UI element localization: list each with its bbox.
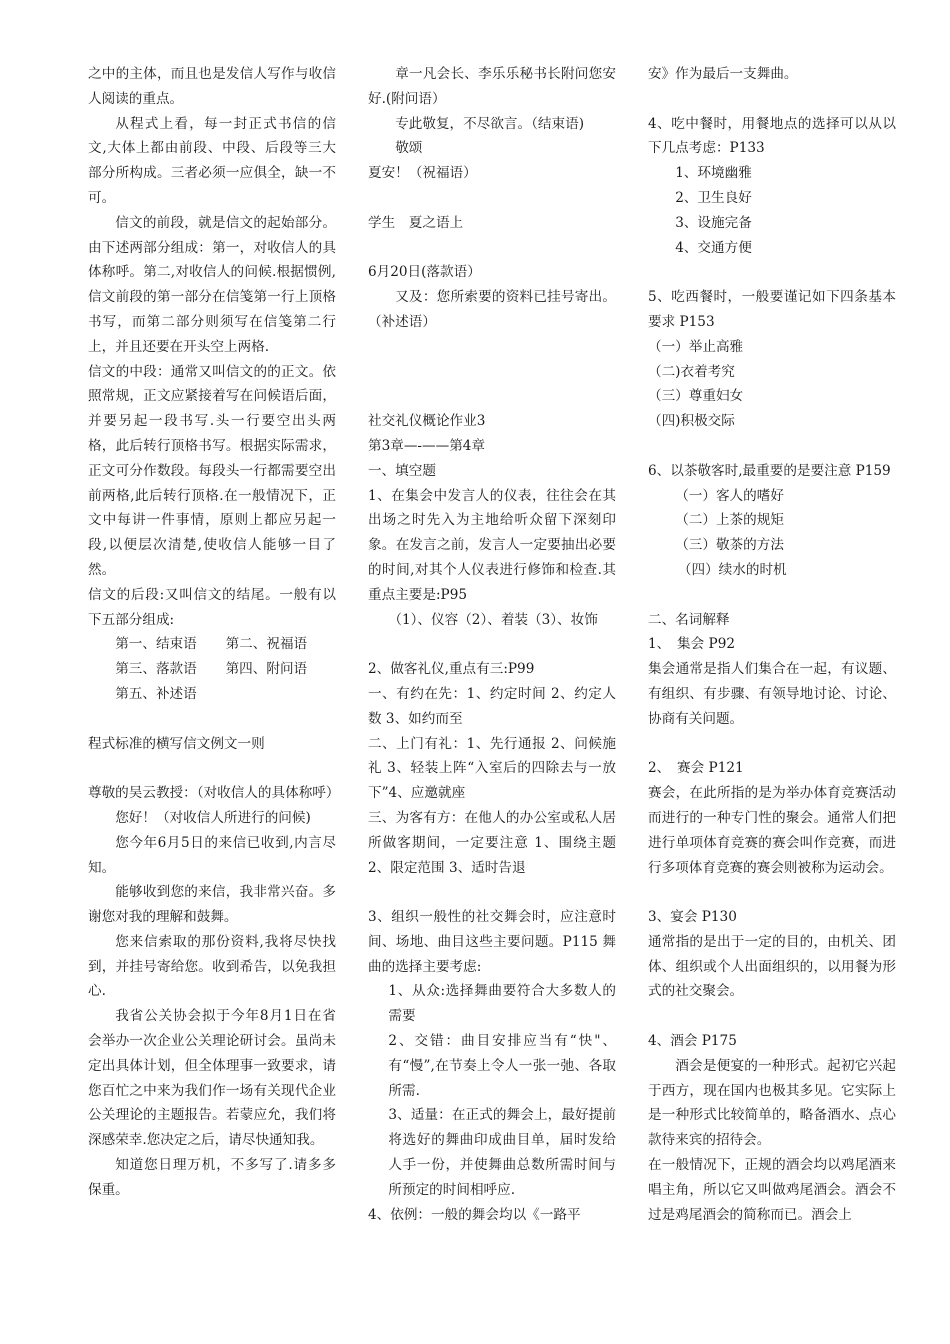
list-item: 2、卫生良好 <box>675 189 752 206</box>
paragraph: 信文的后段:又叫信文的结尾。一般有以下五部分组成: <box>88 586 336 628</box>
list-row <box>88 657 336 682</box>
answer: 4、依例：一般的舞会均以《一路平 <box>368 1206 581 1223</box>
assignment-title: 社交礼仪概论作业3 <box>368 413 486 430</box>
list-item: （三）敬茶的方法 <box>675 537 784 554</box>
question: 1、在集会中发言人的仪表，往往会在其出场之时先入为主地给听众留下深刻印象。在发言之前，发言人一定要抽出必要的时间,对其个人仪表进行修饰和检查.其重点主要是:P95 <box>368 487 616 603</box>
term: 3、宴会 P130 <box>648 909 737 926</box>
question: 6、以茶敬客时,最重要的是要注意 P159 <box>648 462 891 479</box>
list-item: 第二、祝福语 <box>225 636 308 653</box>
paragraph: 能够收到您的来信，我非常兴奋。多谢您对我的理解和鼓舞。 <box>88 884 336 926</box>
answer: 二、上门有礼：1、先行通报 2、问候施礼 3、轻装上阵“入室后的四除去与一放下”4、应邀就座 <box>368 735 616 802</box>
answer: （1）、仪容（2）、着装（3）、妆饰 <box>388 611 598 628</box>
definition: 赛会，在此所指的是为举办体育竞赛活动而进行的一种专门性的聚会。通常人们把进行单项体育竞赛的赛会叫作竞赛，而进行多项体育竞赛的赛会则被称为运动会。 <box>648 785 896 876</box>
list-item: 第一、结束语 <box>115 636 197 653</box>
chapter-range: 第3章—-——第4章 <box>368 437 486 454</box>
answer: 三、为客有方：在他人的办公室或私人居所做客期间，一定要注意 1、围绕主题 2、限定范围 3、适时告退 <box>368 809 616 876</box>
paragraph: 您今年6月5日的来信已收到,内言尽知。 <box>88 834 336 876</box>
paragraph: 专此敬复，不尽欲言。（结束语) <box>395 115 585 132</box>
list-item: （二)衣着考究 <box>648 363 735 380</box>
list-item: （二）上茶的规矩 <box>675 512 784 529</box>
paragraph: 知道您日理万机，不多写了.请多多保重。 <box>88 1157 336 1198</box>
paragraph: 信文的前段，就是信文的起始部分。由下述两部分组成：第一，对收信人的具体称呼。第二,对收信人的问候.根据惯例,信文前段的第一部分在信笺第一行上顶格书写，而第二部分则须写在信笺第二行上，并且还要在开头空上两格. <box>88 214 336 355</box>
signature: 学生 夏之语上 <box>368 214 464 231</box>
question: 5、吃西餐时，一般要谨记如下四条基本要求 P153 <box>648 289 896 330</box>
question: 3、组织一般性的社交舞会时，应注意时间、场地、曲目这些主要问题。P115 舞曲的选择主要考虑: <box>368 909 616 975</box>
salutation: 尊敬的吴云教授：（对收信人的具体称呼） <box>88 785 340 802</box>
paragraph: 之中的主体，而且也是发信人写作与收信人阅读的重点。 <box>88 66 336 107</box>
term: 4、酒会 P175 <box>648 1033 737 1050</box>
section-heading: 二、名词解释 <box>648 611 730 628</box>
column-3 <box>648 62 896 1227</box>
list-item: 4、交通方便 <box>675 239 752 256</box>
list-item: （四）续水的时机 <box>677 561 787 578</box>
answer: 3、适量：在正式的舞会上，最好提前将选好的舞曲印成曲目单，届时发给人手一份，并使舞曲总数所需时间与所预定的时间相呼应. <box>388 1107 616 1198</box>
term: 1、 集会 P92 <box>648 636 735 653</box>
list-item: 1、环境幽雅 <box>675 165 752 182</box>
paragraph: 您来信索取的那份资料,我将尽快找到，并挂号寄给您。收到希告，以免我担心. <box>88 933 336 1000</box>
paragraph: 安》作为最后一支舞曲。 <box>648 66 798 82</box>
list-item: （一）客人的嗜好 <box>675 487 784 504</box>
list-item: 3、设施完备 <box>675 214 752 231</box>
list-item: （一）举止高雅 <box>648 338 744 355</box>
paragraph: 信文的中段：通常又叫信文的的正文。依照常规，正文应紧接着写在问候语后面，并要另起一段书写.头一行要空出头两格，此后转行顶格书写。根据实际需求，正文可分作数段。每段头一行都需要空出前两格,此后转行顶格.在一般情况下，正文中每讲一件事情，原则上都应另起一段,以便层次清楚,使收信人能够一目了然。 <box>88 363 336 578</box>
section-heading: 一、填空题 <box>368 462 436 479</box>
paragraph: 章一凡会长、李乐乐秘书长附问您安好.(附问语） <box>368 66 616 107</box>
list-item: 第三、落款语 <box>115 661 197 678</box>
answer: 一、有约在先：1、约定时间 2、约定人数 3、如约而至 <box>368 685 616 727</box>
paragraph: 又及：您所索要的资料已挂号寄出。（补述语） <box>368 289 616 330</box>
paragraph: 从程式上看，每一封正式书信的信文,大体上都由前段、中段、后段等三大部分所构成。三者必须一应俱全，缺一不可。 <box>88 115 336 206</box>
definition: 酒会是便宴的一种形式。起初它兴起于西方，现在国内也极其多见。它实际上是一种形式比较简单的，略备酒水、点心款待来宾的招待会。 <box>648 1057 896 1149</box>
list-item: 第五、补述语 <box>115 685 197 702</box>
paragraph: 夏安！（祝福语） <box>368 165 477 182</box>
question: 2、做客礼仪,重点有三:P99 <box>368 661 535 678</box>
list-row <box>88 632 336 657</box>
column-1 <box>88 62 340 1203</box>
list-item: （四)积极交际 <box>648 413 735 430</box>
paragraph: 您好！（对收信人所进行的问候) <box>115 809 311 826</box>
definition: 集会通常是指人们集合在一起，有议题、有组织、有步骤、有领导地讨论、讨论、协商有关问题。 <box>648 661 896 727</box>
definition: 通常指的是出于一定的目的，由机关、团体、组织或个人出面组织的，以用餐为形式的社交聚会。 <box>648 933 896 1000</box>
date: 6月20日(落款语） <box>368 264 481 281</box>
list-item: （三）尊重妇女 <box>648 388 744 405</box>
answer: 2、交错：曲目安排应当有“快"、有“慢”,在节奏上令人一张一弛、各取所需. <box>388 1033 616 1099</box>
column-2 <box>368 62 616 1227</box>
answer: 1、从众:选择舞曲要符合大多数人的需要 <box>388 983 616 1025</box>
paragraph: 我省公关协会拟于今年8月1日在省会举办一次企业公关理论研讨会。虽尚未定出具体计划，但全体理事一致要求，请您百忙之中来为我们作一场有关现代企业公关理论的主题报告。若蒙应允，我们将深感荣幸.您决定之后，请尽快通知我。 <box>88 1008 336 1149</box>
list-row <box>88 682 336 707</box>
list-item: 第四、附问语 <box>225 661 308 678</box>
question: 4、吃中餐时，用餐地点的选择可以从以下几点考虑：P133 <box>648 115 896 157</box>
term: 2、 赛会 P121 <box>648 760 744 777</box>
section-heading: 程式标准的横写信文例文一则 <box>88 735 265 752</box>
paragraph: 敬颂 <box>395 140 423 157</box>
definition: 在一般情况下，正规的酒会均以鸡尾酒来唱主角，所以它又叫做鸡尾酒会。酒会不过是鸡尾酒会的简称而已。酒会上 <box>648 1157 896 1223</box>
